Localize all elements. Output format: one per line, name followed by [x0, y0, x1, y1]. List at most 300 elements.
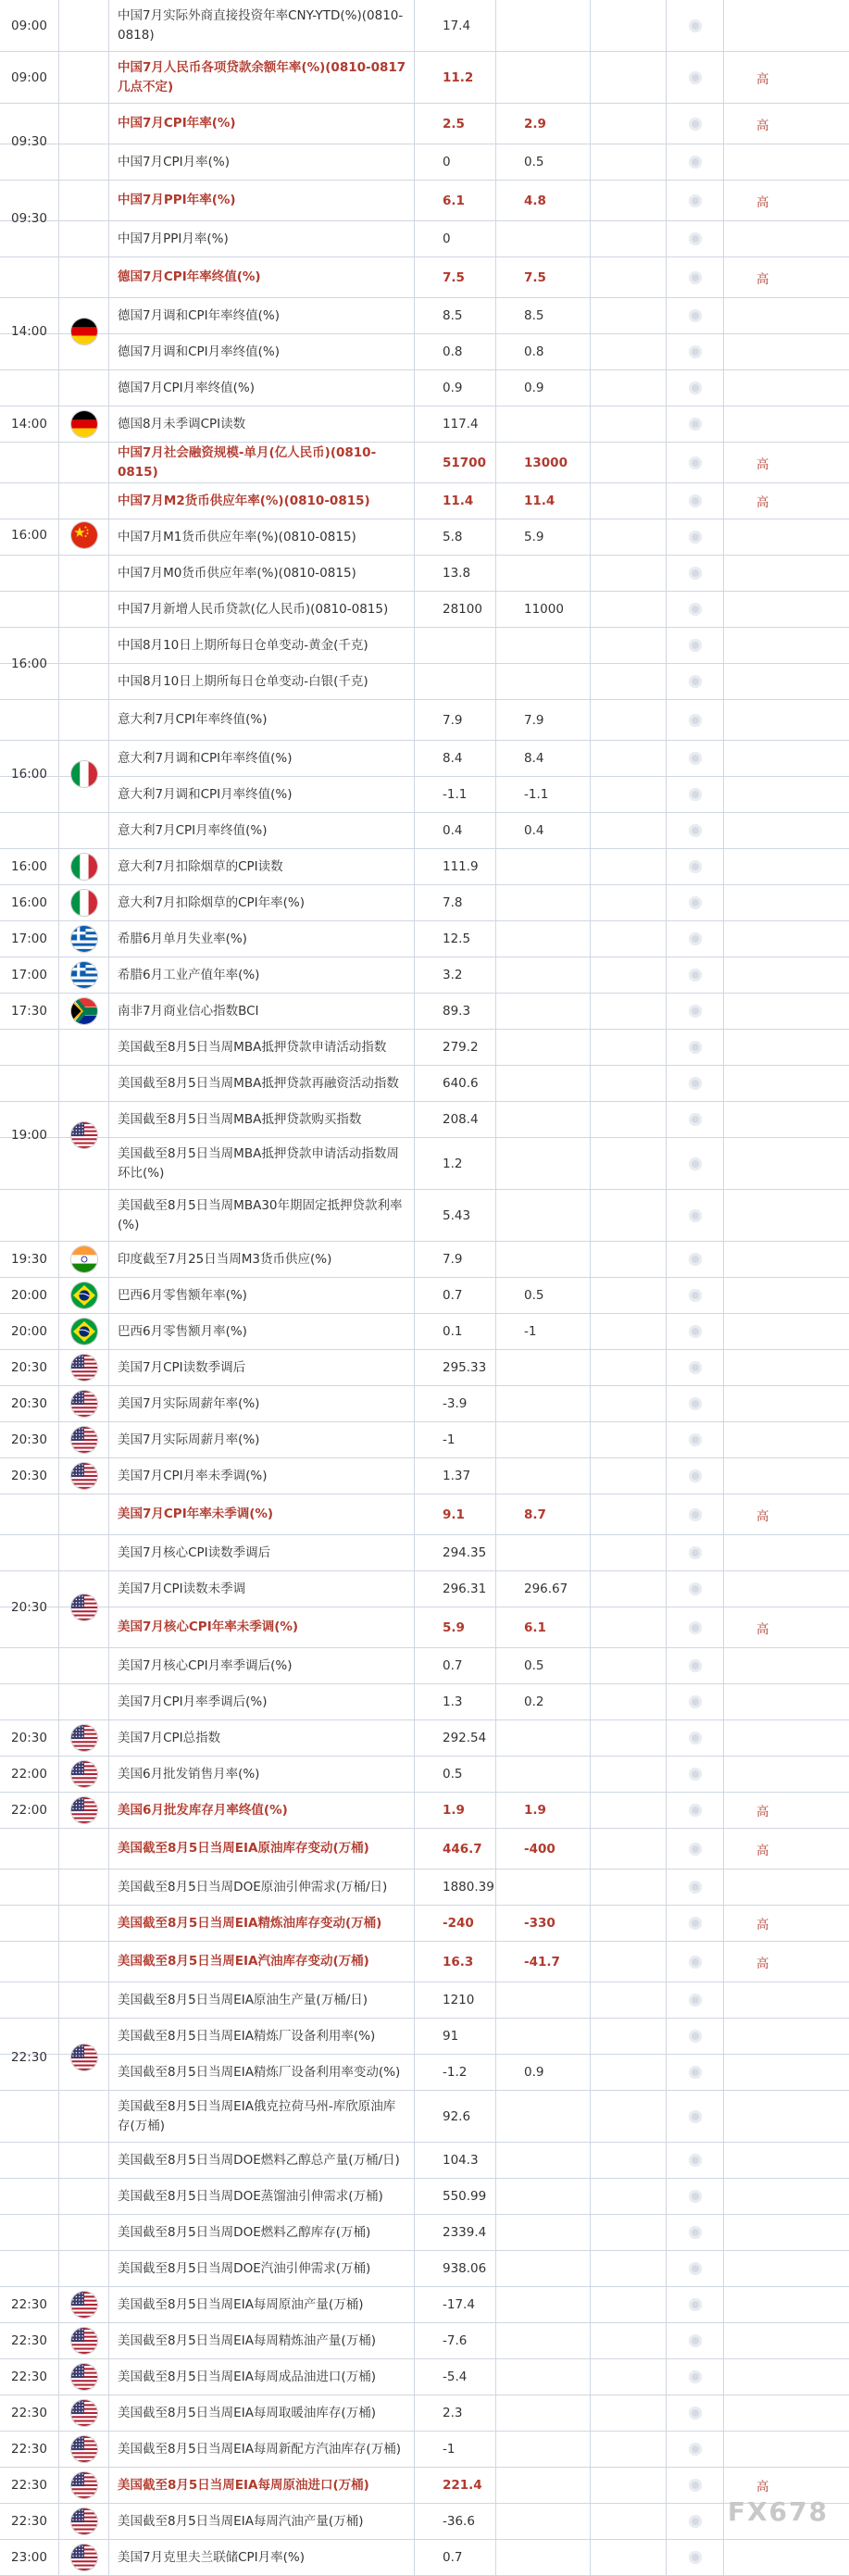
actual-value: [591, 2091, 667, 2142]
previous-value: [415, 1535, 496, 1570]
event-name-text: 德国7月调和CPI月率终值(%): [118, 344, 280, 359]
importance-label: [724, 1458, 849, 1494]
event-row[interactable]: [0, 849, 849, 885]
event-row[interactable]: [0, 2395, 849, 2432]
event-name[interactable]: [109, 1684, 415, 1719]
event-name[interactable]: [109, 257, 415, 297]
event-row[interactable]: [0, 1535, 849, 1571]
usa-flag-icon: [71, 1355, 97, 1381]
previous-value: [415, 181, 496, 220]
event-row[interactable]: [0, 1278, 849, 1314]
event-row[interactable]: [0, 2143, 849, 2179]
forecast-value: [496, 957, 591, 993]
release-time-text: 19:00: [11, 1128, 47, 1143]
event-name[interactable]: [109, 921, 415, 957]
event-row[interactable]: [0, 2055, 849, 2091]
event-name[interactable]: [109, 1648, 415, 1683]
event-row[interactable]: [0, 885, 849, 921]
importance-stars: [667, 1066, 724, 1101]
event-row[interactable]: [0, 1648, 849, 1684]
forecast-value: [496, 664, 591, 699]
event-row[interactable]: [0, 957, 849, 994]
event-name[interactable]: [109, 483, 415, 519]
event-row[interactable]: [0, 1138, 849, 1190]
actual-value: [591, 221, 667, 256]
forecast-value: [496, 519, 591, 555]
event-row[interactable]: [0, 2251, 849, 2287]
event-name[interactable]: [109, 2091, 415, 2142]
actual-value: [591, 2019, 667, 2054]
event-row[interactable]: [0, 556, 849, 592]
release-time: [0, 1386, 59, 1422]
event-name[interactable]: [109, 1066, 415, 1101]
actual-value: [591, 1350, 667, 1385]
event-row[interactable]: [0, 1386, 849, 1422]
importance-stars: [667, 1571, 724, 1607]
crosshair-star-icon: [689, 1361, 702, 1374]
event-name[interactable]: [109, 370, 415, 406]
release-time-text: 22:30: [11, 2478, 47, 2493]
forecast-value-text: 0.4: [524, 823, 544, 838]
previous-value-text: 3.2: [443, 968, 463, 982]
event-row[interactable]: [0, 1906, 849, 1942]
importance-stars: [667, 1030, 724, 1065]
event-row[interactable]: [0, 1942, 849, 1982]
event-name[interactable]: [109, 885, 415, 920]
importance-stars: [667, 1494, 724, 1534]
event-name[interactable]: [109, 628, 415, 663]
importance-label: [724, 1494, 849, 1534]
usa-flag-icon: [71, 2472, 97, 2498]
country-flag-cell: [59, 921, 109, 957]
crosshair-star-icon: [689, 752, 702, 765]
event-name[interactable]: [109, 1535, 415, 1570]
crosshair-star-icon: [689, 824, 702, 837]
release-time: [0, 628, 59, 700]
event-row[interactable]: [0, 298, 849, 334]
event-row[interactable]: [0, 1458, 849, 1494]
importance-stars: [667, 1314, 724, 1349]
previous-value-text: 9.1: [443, 1507, 465, 1522]
previous-value-text: 7.9: [443, 712, 463, 728]
event-name[interactable]: [109, 1458, 415, 1494]
event-row[interactable]: [0, 1869, 849, 1906]
usa-flag-icon: [71, 1427, 97, 1453]
event-name[interactable]: [109, 2359, 415, 2395]
country-flag-cell: [59, 2359, 109, 2395]
event-row[interactable]: [0, 813, 849, 849]
forecast-value: [496, 298, 591, 333]
event-name[interactable]: [109, 144, 415, 180]
event-row[interactable]: [0, 994, 849, 1030]
event-row[interactable]: [0, 1242, 849, 1278]
crosshair-star-icon: [689, 2066, 702, 2079]
previous-value: [415, 777, 496, 812]
previous-value-text: 0: [443, 231, 451, 246]
event-row[interactable]: [0, 1030, 849, 1066]
usa-flag-icon: [71, 1725, 97, 1751]
crosshair-star-icon: [689, 118, 702, 131]
forecast-value-text: -1: [524, 1324, 537, 1339]
event-name[interactable]: [109, 181, 415, 220]
event-name[interactable]: [109, 1422, 415, 1457]
event-name[interactable]: [109, 957, 415, 993]
country-flag-cell: [59, 181, 109, 257]
forecast-value-text: 8.4: [524, 751, 544, 766]
event-name[interactable]: [109, 1138, 415, 1189]
crosshair-star-icon: [689, 1253, 702, 1266]
event-row[interactable]: [0, 628, 849, 664]
event-name[interactable]: [109, 1757, 415, 1792]
usa-flag-icon: [71, 2292, 97, 2318]
event-name-text: 美国截至8月5日当周DOE原油引伸需求(万桶/日): [118, 1879, 388, 1894]
importance-stars: [667, 2359, 724, 2395]
country-flag-cell: [59, 2432, 109, 2468]
crosshair-star-icon: [689, 2110, 702, 2123]
event-name[interactable]: [109, 1607, 415, 1647]
event-name[interactable]: [109, 592, 415, 627]
previous-value-text: 17.4: [443, 18, 471, 33]
event-name[interactable]: [109, 2251, 415, 2286]
previous-value-text: 1.3: [443, 1694, 463, 1709]
event-name[interactable]: [109, 334, 415, 369]
release-time: [0, 957, 59, 994]
event-row[interactable]: [0, 700, 849, 741]
importance-stars: [667, 700, 724, 740]
event-name-text: 意大利7月CPI月率终值(%): [118, 822, 268, 838]
forecast-value-text: 8.5: [524, 308, 544, 323]
event-name[interactable]: [109, 52, 415, 103]
forecast-value: [496, 443, 591, 482]
event-row[interactable]: [0, 2019, 849, 2055]
forecast-value: [496, 370, 591, 406]
event-name[interactable]: [109, 298, 415, 333]
event-name[interactable]: [109, 1030, 415, 1065]
crosshair-star-icon: [689, 639, 702, 652]
event-name-text: 美国7月克里夫兰联储CPI月率(%): [118, 2549, 305, 2565]
release-time: [0, 2323, 59, 2359]
event-row[interactable]: [0, 1422, 849, 1458]
previous-value: [415, 1494, 496, 1534]
event-row[interactable]: [0, 2287, 849, 2323]
release-time-text: 17:00: [11, 968, 47, 982]
release-time: [0, 406, 59, 443]
previous-value: [415, 52, 496, 103]
event-name[interactable]: [109, 2504, 415, 2539]
release-time: [0, 2359, 59, 2395]
forecast-value: [496, 1458, 591, 1494]
event-name[interactable]: [109, 664, 415, 699]
event-name[interactable]: [109, 1982, 415, 2018]
previous-value: [415, 1138, 496, 1189]
event-name[interactable]: [109, 2540, 415, 2575]
event-row[interactable]: [0, 2215, 849, 2251]
event-name[interactable]: [109, 2179, 415, 2214]
importance-label: [724, 370, 849, 406]
actual-value: [591, 2215, 667, 2250]
event-name-text: 美国截至8月5日当周EIA精炼厂设备利用率(%): [118, 2028, 376, 2044]
event-name[interactable]: [109, 1314, 415, 1349]
crosshair-star-icon: [689, 1917, 702, 1930]
usa-flag-icon: [71, 1122, 97, 1148]
previous-value: [415, 1982, 496, 2018]
release-time-text: 23:00: [11, 2550, 47, 2565]
previous-value-text: -1.2: [443, 2065, 468, 2080]
event-name[interactable]: [109, 1720, 415, 1756]
actual-value: [591, 1190, 667, 1241]
event-row[interactable]: [0, 1720, 849, 1757]
greece-flag-icon: [71, 962, 97, 988]
event-name-text: 德国8月未季调CPI读数: [118, 416, 246, 431]
event-name[interactable]: [109, 2055, 415, 2090]
event-name[interactable]: [109, 2323, 415, 2358]
country-flag-cell: [59, 2540, 109, 2576]
release-time-text: 09:30: [11, 211, 47, 226]
actual-value: [591, 921, 667, 957]
event-row[interactable]: [0, 1494, 849, 1535]
actual-value: [591, 2323, 667, 2358]
event-name-text: 美国截至8月5日当周MBA抵押贷款购买指数: [118, 1111, 362, 1127]
event-row[interactable]: [0, 592, 849, 628]
event-name[interactable]: [109, 0, 415, 51]
crosshair-star-icon: [689, 232, 702, 245]
event-name[interactable]: [109, 443, 415, 482]
importance-stars: [667, 2091, 724, 2142]
event-name[interactable]: [109, 1571, 415, 1607]
event-row[interactable]: [0, 406, 849, 443]
forecast-value: [496, 2019, 591, 2054]
event-name[interactable]: [109, 1242, 415, 1277]
country-flag-cell: [59, 628, 109, 700]
importance-stars: [667, 519, 724, 555]
crosshair-star-icon: [689, 2443, 702, 2456]
event-name[interactable]: [109, 994, 415, 1029]
italy-flag-icon: [71, 890, 97, 916]
usa-flag-icon: [71, 1797, 97, 1823]
event-row[interactable]: [0, 1066, 849, 1102]
event-row[interactable]: [0, 104, 849, 144]
importance-stars: [667, 1982, 724, 2018]
event-name[interactable]: [109, 1906, 415, 1941]
forecast-value-text: 0.5: [524, 155, 544, 169]
event-row[interactable]: [0, 1571, 849, 1607]
event-name-text: 美国7月实际周薪月率(%): [118, 1432, 260, 1447]
importance-label: [724, 181, 849, 220]
actual-value: [591, 181, 667, 220]
crosshair-star-icon: [689, 1881, 702, 1894]
event-name-text: 中国7月PPI月率(%): [118, 231, 229, 246]
crosshair-star-icon: [689, 1041, 702, 1054]
forecast-value-text: 13000: [524, 455, 568, 470]
release-time-text: 20:00: [11, 1288, 47, 1303]
importance-stars: [667, 370, 724, 406]
importance-label: [724, 1829, 849, 1869]
release-time: [0, 921, 59, 957]
event-row[interactable]: [0, 1314, 849, 1350]
event-row[interactable]: [0, 0, 849, 52]
event-name[interactable]: [109, 2143, 415, 2178]
event-name[interactable]: [109, 1350, 415, 1385]
country-flag-cell: [59, 257, 109, 406]
event-row[interactable]: [0, 2432, 849, 2468]
crosshair-star-icon: [689, 381, 702, 394]
forecast-value: [496, 2055, 591, 2090]
event-row[interactable]: [0, 483, 849, 519]
release-time: [0, 2287, 59, 2323]
event-name-text: 美国7月核心CPI读数季调后: [118, 1544, 271, 1560]
event-name-text: 美国截至8月5日当周MBA抵押贷款再融资活动指数: [118, 1075, 399, 1091]
crosshair-star-icon: [689, 1113, 702, 1126]
actual-value: [591, 1458, 667, 1494]
event-name[interactable]: [109, 1829, 415, 1869]
crosshair-star-icon: [689, 156, 702, 169]
crosshair-star-icon: [689, 1994, 702, 2007]
event-name[interactable]: [109, 2287, 415, 2322]
event-row[interactable]: [0, 1102, 849, 1138]
event-name[interactable]: [109, 104, 415, 144]
event-name[interactable]: [109, 2432, 415, 2467]
event-name[interactable]: [109, 813, 415, 848]
previous-value: [415, 1720, 496, 1756]
event-name[interactable]: [109, 2215, 415, 2250]
event-name[interactable]: [109, 406, 415, 442]
italy-flag-icon: [71, 761, 97, 787]
crosshair-star-icon: [689, 2551, 702, 2564]
event-row[interactable]: [0, 334, 849, 370]
event-row[interactable]: [0, 1757, 849, 1793]
event-row[interactable]: [0, 1793, 849, 1829]
event-name-text: 中国7月实际外商直接投资年率CNY-YTD(%)(0810-0818): [118, 7, 404, 43]
actual-value: [591, 1494, 667, 1534]
importance-label: [724, 144, 849, 180]
event-row[interactable]: [0, 443, 849, 483]
importance-stars: [667, 556, 724, 591]
forecast-value: [496, 1571, 591, 1607]
event-name[interactable]: [109, 519, 415, 555]
importance-stars: [667, 1422, 724, 1457]
release-time: [0, 1494, 59, 1720]
event-name[interactable]: [109, 221, 415, 256]
event-row[interactable]: [0, 257, 849, 298]
forecast-value-text: 296.67: [524, 1582, 568, 1596]
event-row[interactable]: [0, 1190, 849, 1242]
crosshair-star-icon: [689, 969, 702, 982]
event-name[interactable]: [109, 1386, 415, 1421]
event-name[interactable]: [109, 2395, 415, 2431]
event-row[interactable]: [0, 2504, 849, 2540]
release-time: [0, 2432, 59, 2468]
previous-value-text: -1: [443, 2442, 456, 2457]
previous-value: [415, 1757, 496, 1792]
forecast-value: [496, 1314, 591, 1349]
previous-value-text: 11.2: [443, 69, 474, 85]
event-row[interactable]: [0, 2323, 849, 2359]
actual-value: [591, 1571, 667, 1607]
event-row[interactable]: [0, 2359, 849, 2395]
release-time-text: 22:30: [11, 2297, 47, 2312]
previous-value: [415, 1030, 496, 1065]
event-name[interactable]: [109, 1942, 415, 1982]
importance-stars: [667, 0, 724, 51]
event-row[interactable]: [0, 519, 849, 556]
event-row[interactable]: [0, 777, 849, 813]
event-row[interactable]: [0, 52, 849, 104]
event-row[interactable]: [0, 370, 849, 406]
event-name[interactable]: [109, 849, 415, 884]
event-row[interactable]: [0, 181, 849, 221]
event-name-text: 美国截至8月5日当周EIA汽油库存变动(万桶): [118, 1954, 369, 1969]
importance-label: [724, 994, 849, 1029]
event-row[interactable]: [0, 664, 849, 700]
release-time: [0, 443, 59, 628]
release-time-text: 20:30: [11, 1360, 47, 1375]
event-name[interactable]: [109, 1793, 415, 1828]
event-row[interactable]: [0, 1684, 849, 1720]
event-row[interactable]: [0, 2468, 849, 2504]
importance-label: [724, 1278, 849, 1313]
event-row[interactable]: [0, 221, 849, 257]
event-name[interactable]: [109, 1102, 415, 1137]
previous-value: [415, 2143, 496, 2178]
actual-value: [591, 1138, 667, 1189]
previous-value-text: 13.8: [443, 566, 471, 581]
event-name[interactable]: [109, 556, 415, 591]
release-time: [0, 1829, 59, 2287]
actual-value: [591, 1906, 667, 1941]
importance-label: [724, 1350, 849, 1385]
importance-stars: [667, 885, 724, 920]
event-row[interactable]: [0, 2091, 849, 2143]
event-name[interactable]: [109, 777, 415, 812]
previous-value-text: -1.1: [443, 787, 468, 802]
event-row[interactable]: [0, 921, 849, 957]
event-row[interactable]: [0, 1607, 849, 1648]
country-flag-cell: [59, 2395, 109, 2432]
importance-label: [724, 1066, 849, 1101]
event-name-text: 意大利7月扣除烟草的CPI读数: [118, 858, 283, 874]
country-flag-cell: [59, 443, 109, 628]
actual-value: [591, 1314, 667, 1349]
event-name[interactable]: [109, 2468, 415, 2503]
event-row[interactable]: [0, 741, 849, 777]
event-row[interactable]: [0, 2179, 849, 2215]
event-name[interactable]: [109, 2019, 415, 2054]
event-row[interactable]: [0, 144, 849, 181]
previous-value-text: 294.35: [443, 1545, 487, 1560]
event-name[interactable]: [109, 1494, 415, 1534]
country-flag-cell: [59, 994, 109, 1030]
release-time: [0, 257, 59, 406]
crosshair-star-icon: [689, 1397, 702, 1410]
importance-label: [724, 2179, 849, 2214]
forecast-value: [496, 628, 591, 663]
event-name[interactable]: [109, 700, 415, 740]
forecast-value: [496, 2359, 591, 2395]
event-row[interactable]: [0, 2540, 849, 2576]
event-row[interactable]: [0, 1350, 849, 1386]
event-name[interactable]: [109, 741, 415, 776]
forecast-value: [496, 2468, 591, 2503]
event-name[interactable]: [109, 1869, 415, 1905]
importance-label-text: 高: [756, 1805, 769, 1819]
event-name[interactable]: [109, 1190, 415, 1241]
importance-stars: [667, 1350, 724, 1385]
event-name[interactable]: [109, 1278, 415, 1313]
event-row[interactable]: [0, 1982, 849, 2019]
event-row[interactable]: [0, 1829, 849, 1869]
event-name-text: 意大利7月调和CPI月率终值(%): [118, 786, 293, 802]
previous-value-text: 1.37: [443, 1469, 471, 1483]
